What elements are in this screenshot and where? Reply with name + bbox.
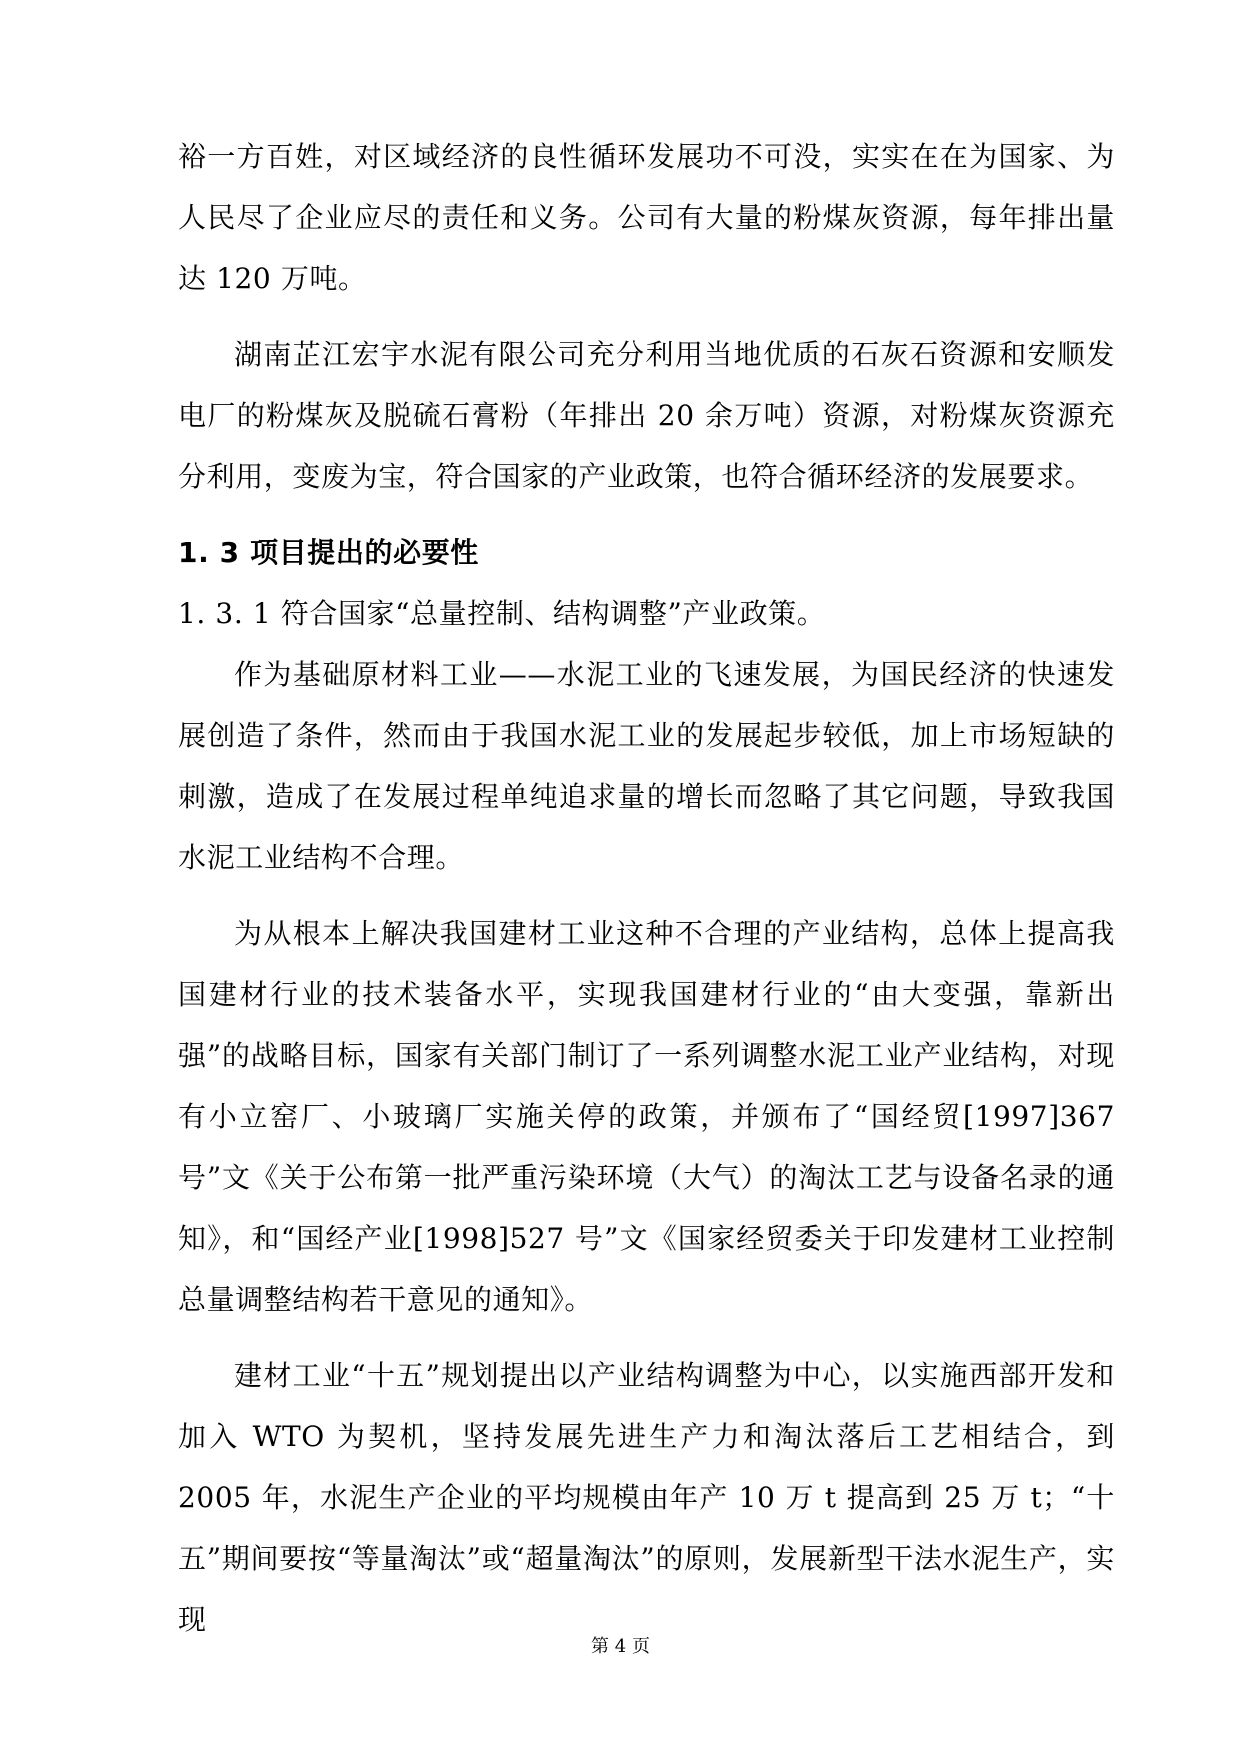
subsection-heading: 1. 3. 1 符合国家“总量控制、结构调整”产业政策。 [178,597,826,630]
paragraph-policy: 为从根本上解决我国建材工业这种不合理的产业结构，总体上提高我国建材行业的技术装备水平，实现我国建材行业的“由大变强，靠新出强”的战略目标，国家有关部门制订了一系列调整水泥工业产业结构，对现有小立窑厂、小玻璃厂实施关停的政策，并颁布了“国经贸[1997]367 号”文《关于公布第一批严重污染环境（大气）的淘汰工艺与设备名录的通知》，和“国经产业[1998]527 号”文《国家经贸委关于印发建材工业控制总量调整结构若干意见的通知》。 [178,917,1115,1316]
paragraph-continued: 裕一方百姓，对区域经济的良性循环发展功不可没，实实在在为国家、为人民尽了企业应尽的责任和义务。公司有大量的粉煤灰资源，每年排出量达 120 万吨。 [178,140,1115,295]
document-body [178,126,1115,1665]
paragraph-resources: 湖南芷江宏宇水泥有限公司充分利用当地优质的石灰石资源和安顺发电厂的粉煤灰及脱硫石膏粉（年排出 20 余万吨）资源，对粉煤灰资源充分利用，变废为宝，符合国家的产业政策，也符合循环经济的发展要求。 [178,338,1115,493]
page-number: 第 4 页 [591,1636,650,1657]
paragraph-five-year-plan: 建材工业“十五”规划提出以产业结构调整为中心，以实施西部开发和加入 WTO 为契机，坚持发展先进生产力和淘汰落后工艺相结合，到 2005 年，水泥生产企业的平均规模由年产 10 万 t 提高到 25 万 t；“十五”期间要按“等量淘汰”或“超量淘汰”的原则，发展新型干法水泥生产，实现 [178,1359,1115,1636]
paragraph-cement-industry: 作为基础原材料工业——水泥工业的飞速发展，为国民经济的快速发展创造了条件，然而由于我国水泥工业的发展起步较低，加上市场短缺的刺激，造成了在发展过程单纯追求量的增长而忽略了其它问题，导致我国水泥工业结构不合理。 [178,658,1115,874]
section-heading: 1. 3 项目提出的必要性 [178,536,479,569]
